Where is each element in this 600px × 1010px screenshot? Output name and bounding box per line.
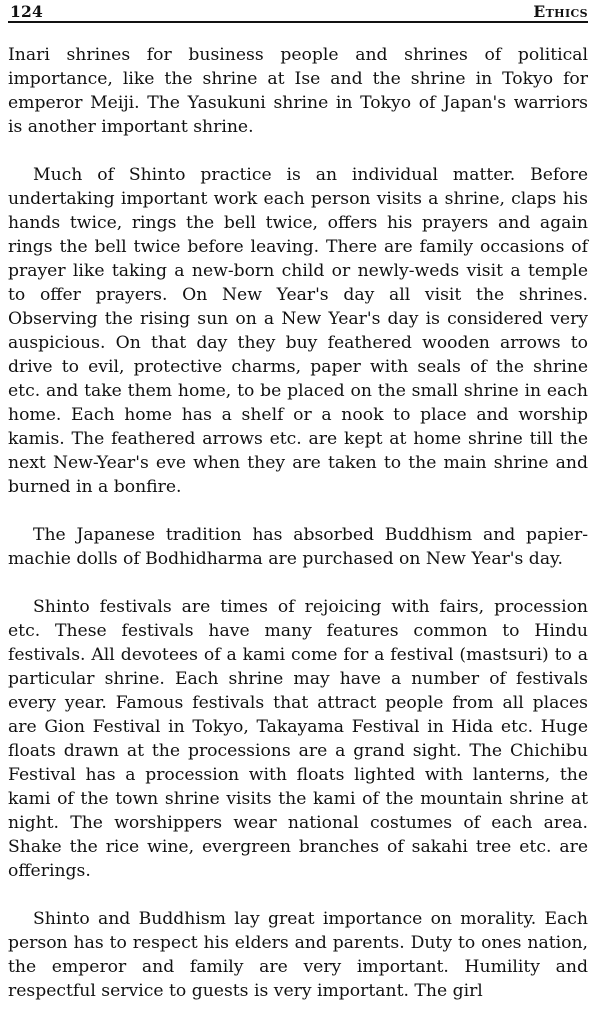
paragraph-continued: Inari shrines for business people and shrines of political importance, like the shrine at Ise and the shrine in Tokyo for emperor Meiji. The Yasukuni shrine in Tokyo of Japan's warriors is another important shrine. xyxy=(8,45,588,137)
page-number: 124 xyxy=(10,2,43,21)
body-text xyxy=(8,43,588,1003)
paragraph-festivals: Shinto festivals are times of rejoicing with fairs, procession etc. These festivals have many features common to Hindu festivals. All devotees of a kami come for a festival (mastsuri) to a particular shrine. Each shrine may have a number of festivals every year. Famous festivals that attract people from all places are Gion Festival in Tokyo, Takayama Festival in Hida etc. Huge floats drawn at the processions are a grand sight. The Chichibu Festival has a procession with floats lighted with lanterns, the kami of the town shrine visits the kami of the mountain shrine at night. The worshippers wear national costumes of each area. Shake the rice wine, evergreen branches of sakahi tree etc. are offerings. xyxy=(8,597,588,881)
section-title: Ethics xyxy=(533,2,588,21)
paragraph-morality: Shinto and Buddhism lay great importance on morality. Each person has to respect his elders and parents. Duty to ones nation, the emperor and family are very important. Humility and respectful service to guests is very important. The girl xyxy=(8,909,588,1001)
paragraph-buddhism: The Japanese tradition has absorbed Buddhism and papier-machie dolls of Bodhidharma are purchased on New Year's day. xyxy=(8,525,588,569)
running-header xyxy=(8,0,588,23)
paragraph-shinto-practice: Much of Shinto practice is an individual matter. Before undertaking important work each person visits a shrine, claps his hands twice, rings the bell twice, offers his prayers and again rings the bell twice before leaving. There are family occasions of prayer like taking a new-born child or newly-weds visit a temple to offer prayers. On New Year's day all visit the shrines. Observing the rising sun on a New Year's day is considered very auspicious. On that day they buy feathered wooden arrows to drive to evil, protective charms, paper with seals of the shrine etc. and take them home, to be placed on the small shrine in each home. Each home has a shelf or a nook to place and worship kamis. The feathered arrows etc. are kept at home shrine till the next New-Year's eve when they are taken to the main shrine and burned in a bonfire. xyxy=(8,165,588,497)
